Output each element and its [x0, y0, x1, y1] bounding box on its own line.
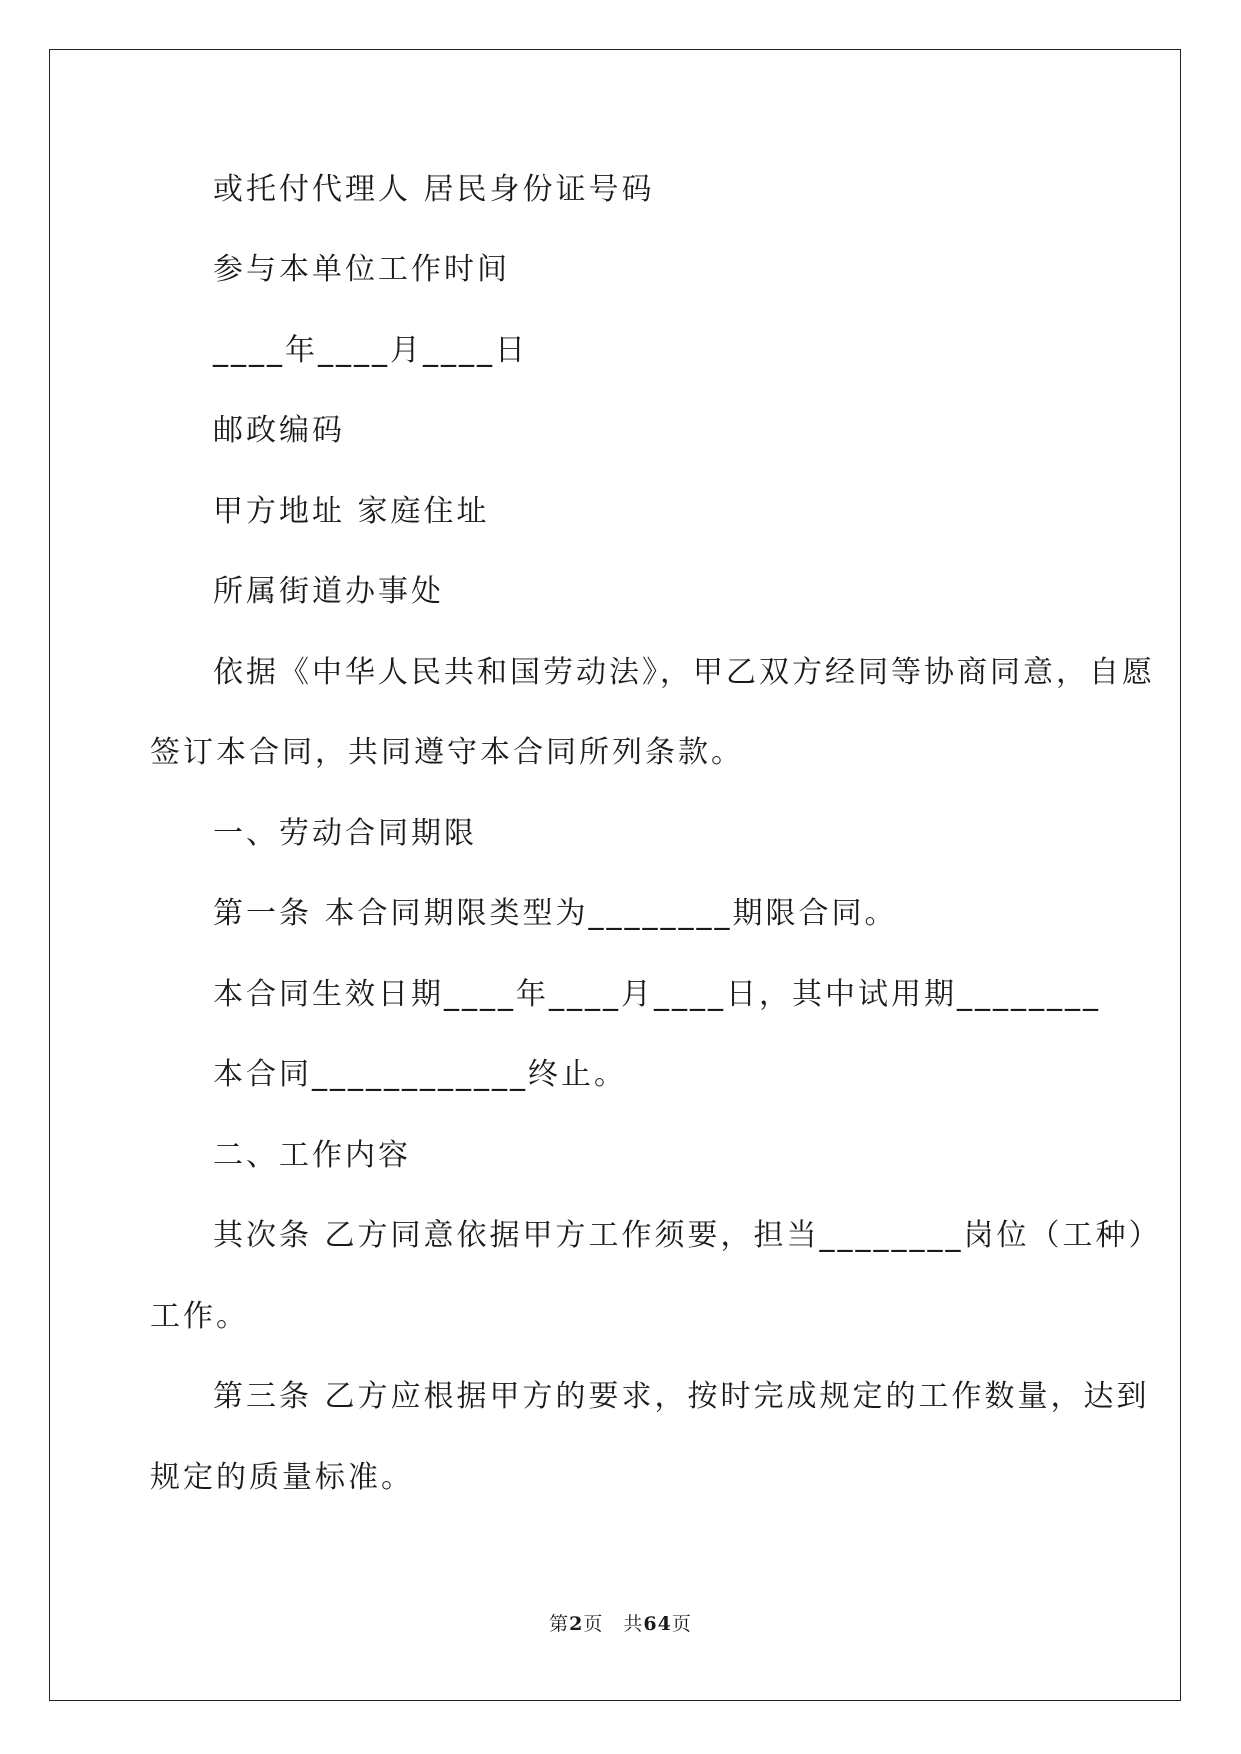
text-line-address: 甲方地址 家庭住址 [213, 494, 490, 529]
text-line-article-2: 其次条 乙方同意依据甲方工作须要，担当________岗位（工种） [213, 1218, 1162, 1253]
text-line-date-blank: ____年____月____日 [213, 333, 528, 368]
text-line-postcode: 邮政编码 [213, 413, 345, 448]
section-heading-term: 一、劳动合同期限 [213, 816, 477, 851]
text-line-street-office: 所属街道办事处 [213, 574, 444, 609]
footer-mid: 页 共 [583, 1613, 644, 1635]
text-line-join-time: 参与本单位工作时间 [213, 252, 510, 287]
text-line-basis: 依据《中华人民共和国劳动法》，甲乙双方经同等协商同意，自愿 [213, 655, 1155, 690]
footer-prefix: 第 [549, 1613, 570, 1635]
text-line-agent: 或托付代理人 居民身份证号码 [213, 172, 655, 207]
page-border [49, 49, 1181, 1701]
footer-suffix: 页 [671, 1613, 692, 1635]
page-footer [0, 1609, 1241, 1636]
text-line-article-1: 第一条 本合同期限类型为________期限合同。 [213, 896, 898, 931]
text-line-article-3-cont: 规定的质量标准。 [150, 1460, 414, 1495]
footer-page-number: 2 [569, 1613, 584, 1635]
section-heading-work: 二、工作内容 [213, 1138, 411, 1173]
text-line-termination: 本合同____________终止。 [213, 1057, 627, 1092]
text-line-basis-cont: 签订本合同，共同遵守本合同所列条款。 [150, 735, 744, 770]
text-line-effective-date: 本合同生效日期____年____月____日，其中试用期________ [213, 977, 1101, 1012]
footer-page-total: 64 [643, 1613, 672, 1635]
text-line-article-2-cont: 工作。 [150, 1299, 249, 1334]
text-line-article-3: 第三条 乙方应根据甲方的要求，按时完成规定的工作数量，达到 [213, 1379, 1150, 1414]
